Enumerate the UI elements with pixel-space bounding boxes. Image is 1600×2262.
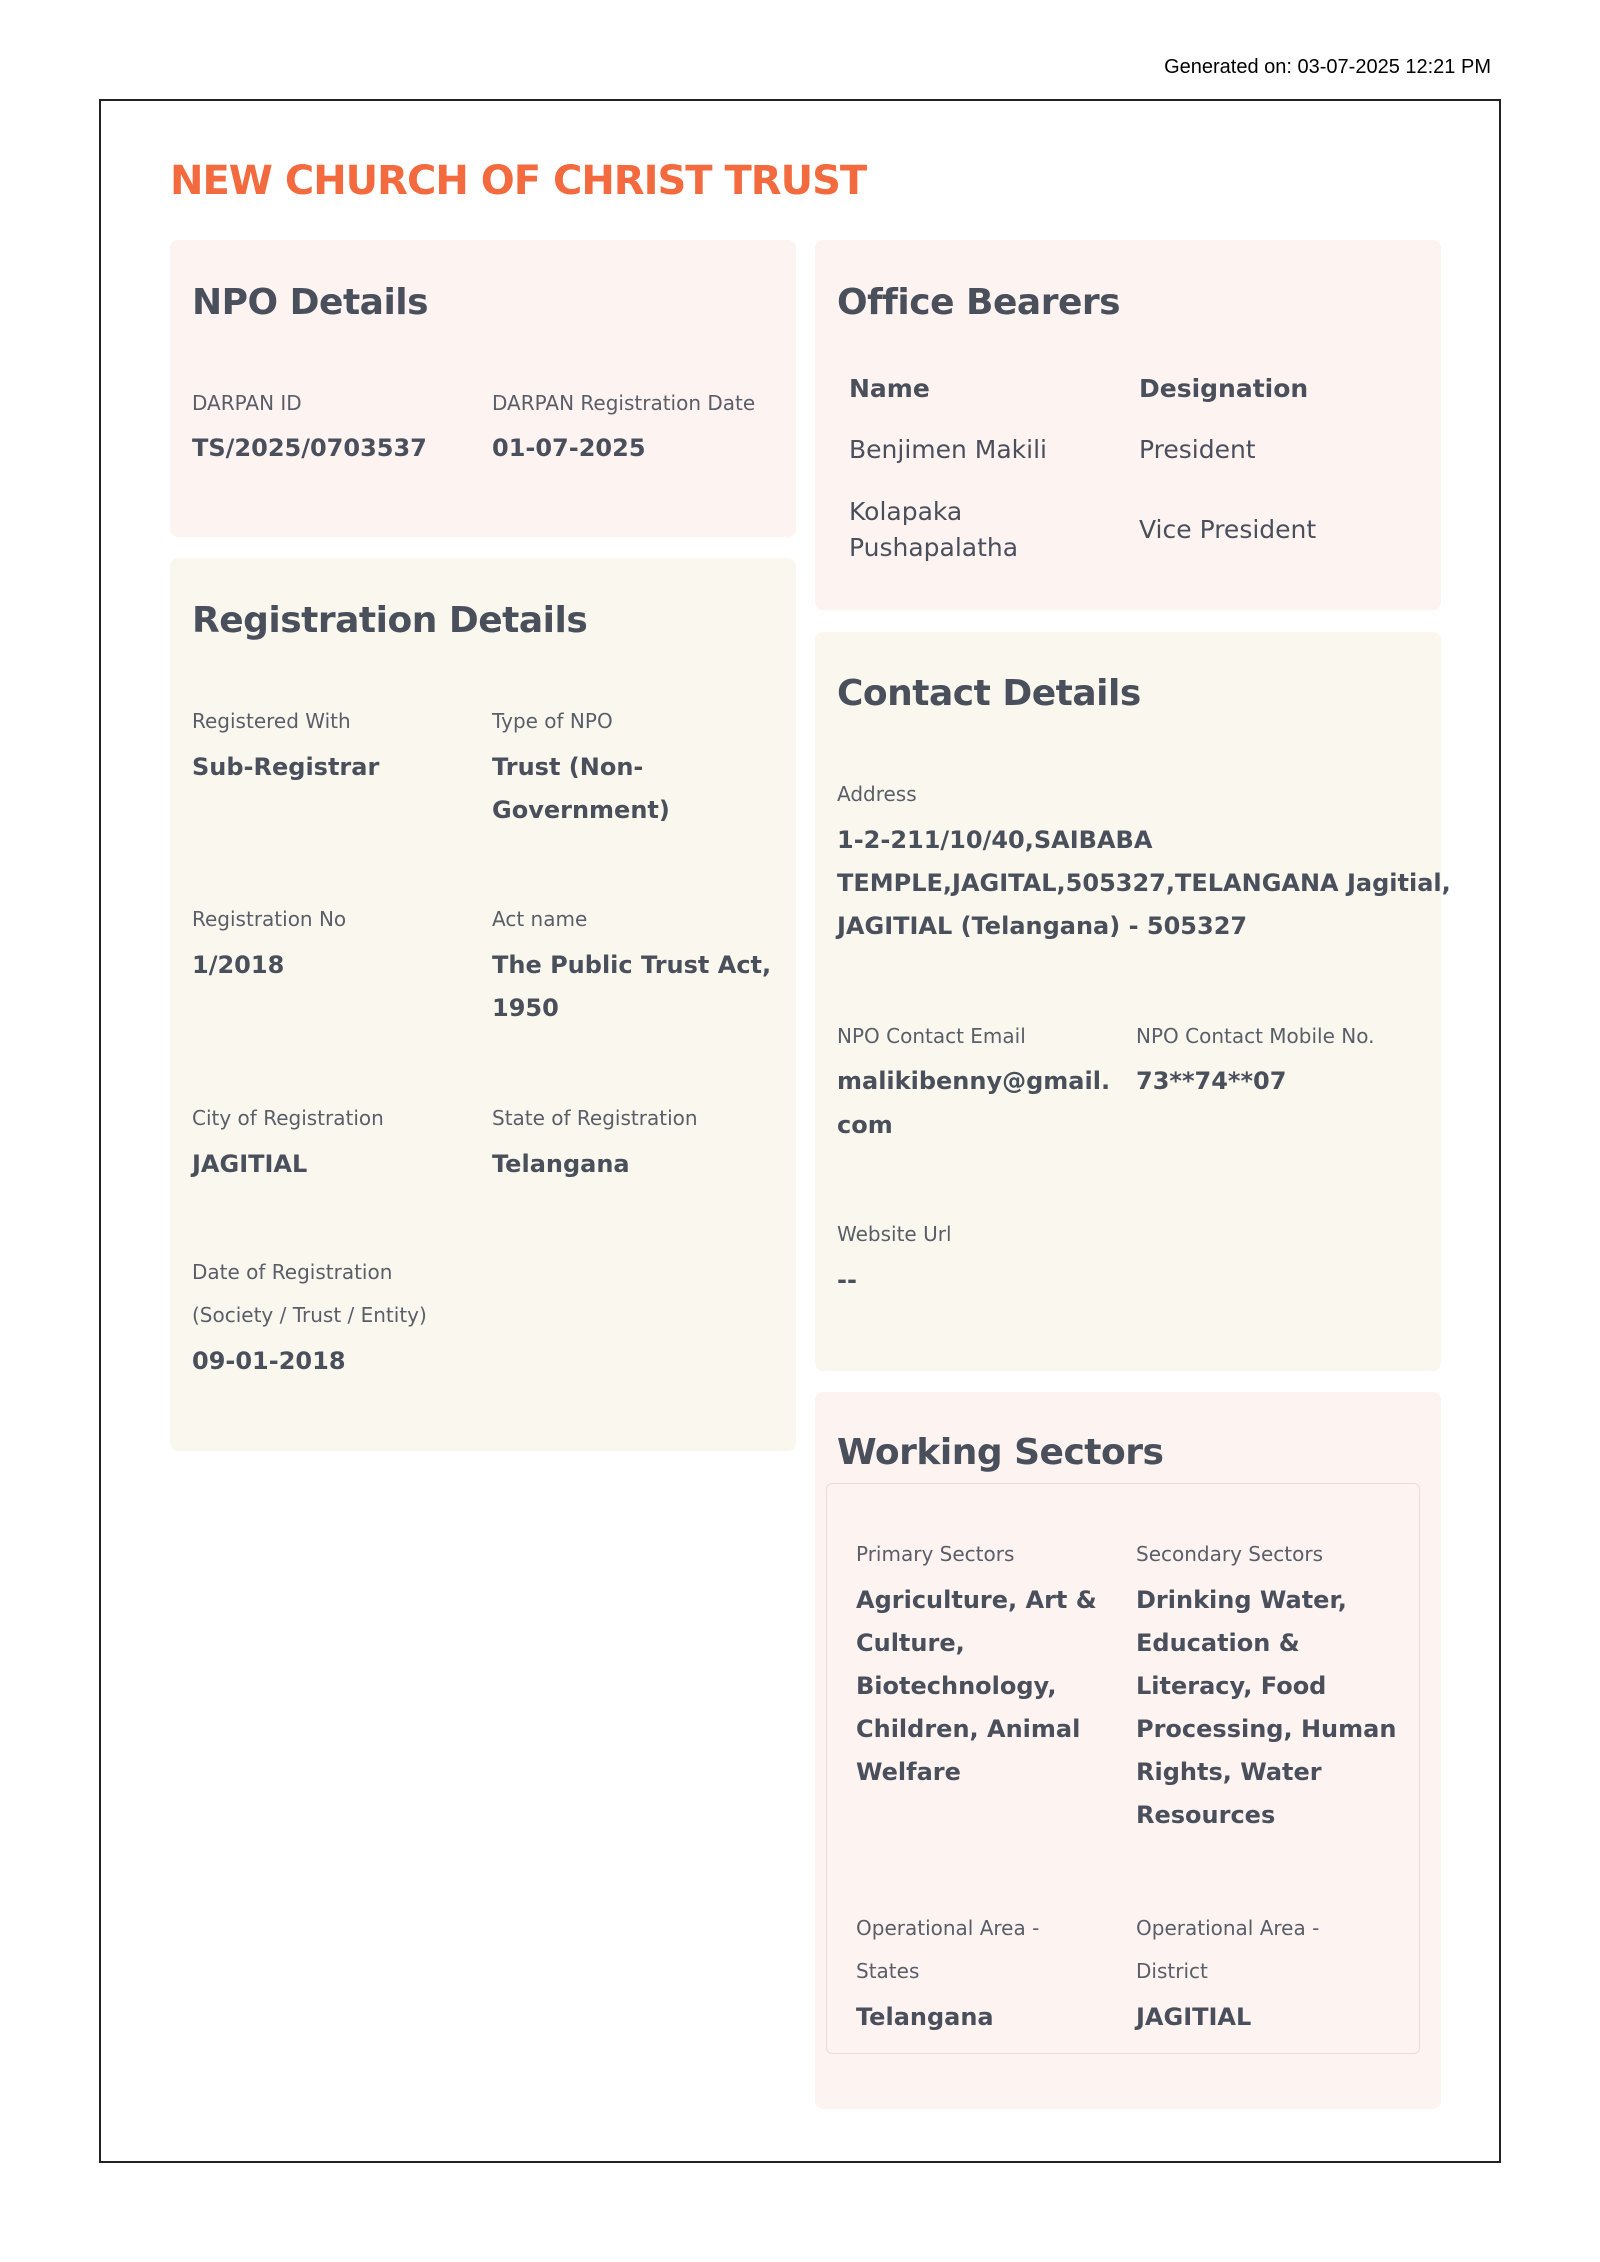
type-of-npo-label: Type of NPO [492,709,613,733]
registration-no-value: 1/2018 [192,951,285,979]
npo-details-title: NPO Details [192,282,429,323]
darpan-reg-date-value: 01-07-2025 [492,434,646,462]
city-of-registration-value: JAGITIAL [192,1150,308,1178]
darpan-id-value: TS/2025/0703537 [192,434,427,462]
date-of-registration-label-line2: (Society / Trust / Entity) [192,1303,427,1327]
date-of-registration-label-line1: Date of Registration [192,1260,393,1284]
col-header-designation: Designation [1139,374,1309,403]
secondary-sector-line: Drinking Water, [1136,1586,1347,1614]
type-of-npo-value-line1: Trust (Non- [492,753,644,781]
state-of-registration-value: Telangana [492,1150,630,1178]
op-area-states-label-line1: Operational Area - [856,1916,1040,1940]
primary-sectors-label: Primary Sectors [856,1542,1015,1566]
bearer-name: Kolapaka [849,497,963,526]
act-name-value-line2: 1950 [492,994,559,1022]
secondary-sector-line: Education & [1136,1629,1300,1657]
primary-sector-line: Children, Animal [856,1715,1081,1743]
act-name-label: Act name [492,907,588,931]
type-of-npo-value-line2: Government) [492,796,670,824]
bearer-designation: President [1139,435,1256,464]
bearer-designation: Vice President [1139,515,1317,544]
website-url-value: -- [837,1266,857,1294]
secondary-sector-line: Resources [1136,1801,1276,1829]
secondary-sector-line: Rights, Water [1136,1758,1322,1786]
registered-with-label: Registered With [192,709,351,733]
op-area-states-value: Telangana [856,2003,994,2031]
darpan-reg-date-label: DARPAN Registration Date [492,391,756,415]
city-of-registration-label: City of Registration [192,1106,384,1130]
contact-mobile-label: NPO Contact Mobile No. [1136,1024,1375,1048]
website-url-label: Website Url [837,1222,952,1246]
contact-details-card [815,632,1441,1371]
org-title: NEW CHURCH OF CHRIST TRUST [170,158,867,204]
primary-sector-line: Biotechnology, [856,1672,1057,1700]
address-value-line3: JAGITIAL (Telangana) - 505327 [837,912,1248,940]
primary-sector-line: Culture, [856,1629,965,1657]
address-value-line2: TEMPLE,JAGITAL,505327,TELANGANA Jagitial, [837,869,1451,897]
address-label: Address [837,782,917,806]
col-header-name: Name [849,374,930,403]
op-area-district-label-line2: District [1136,1959,1208,1983]
bearer-name-line2: Pushapalatha [849,533,1019,562]
act-name-value-line1: The Public Trust Act, [492,951,772,979]
state-of-registration-label: State of Registration [492,1106,698,1130]
op-area-district-label-line1: Operational Area - [1136,1916,1320,1940]
contact-email-value-line2: com [837,1111,893,1139]
registration-details-title: Registration Details [192,600,588,641]
contact-email-label: NPO Contact Email [837,1024,1026,1048]
address-value-line1: 1-2-211/10/40,SAIBABA [837,826,1153,854]
primary-sector-line: Agriculture, Art & [856,1586,1097,1614]
bearer-name: Benjimen Makili [849,435,1047,464]
office-bearers-title: Office Bearers [837,282,1121,323]
contact-mobile-value: 73**74**07 [1136,1067,1287,1095]
op-area-district-value: JAGITIAL [1136,2003,1252,2031]
op-area-states-label-line2: States [856,1959,920,1983]
primary-sector-line: Welfare [856,1758,961,1786]
secondary-sector-line: Processing, Human [1136,1715,1397,1743]
contact-details-title: Contact Details [837,673,1141,714]
registered-with-value: Sub-Registrar [192,753,380,781]
registration-no-label: Registration No [192,907,347,931]
secondary-sector-line: Literacy, Food [1136,1672,1327,1700]
secondary-sectors-label: Secondary Sectors [1136,1542,1323,1566]
date-of-registration-value: 09-01-2018 [192,1347,346,1375]
generated-timestamp: Generated on: 03-07-2025 12:21 PM [1164,56,1491,78]
working-sectors-title: Working Sectors [837,1432,1164,1473]
contact-email-value-line1: malikibenny@gmail. [837,1067,1111,1095]
darpan-id-label: DARPAN ID [192,391,302,415]
